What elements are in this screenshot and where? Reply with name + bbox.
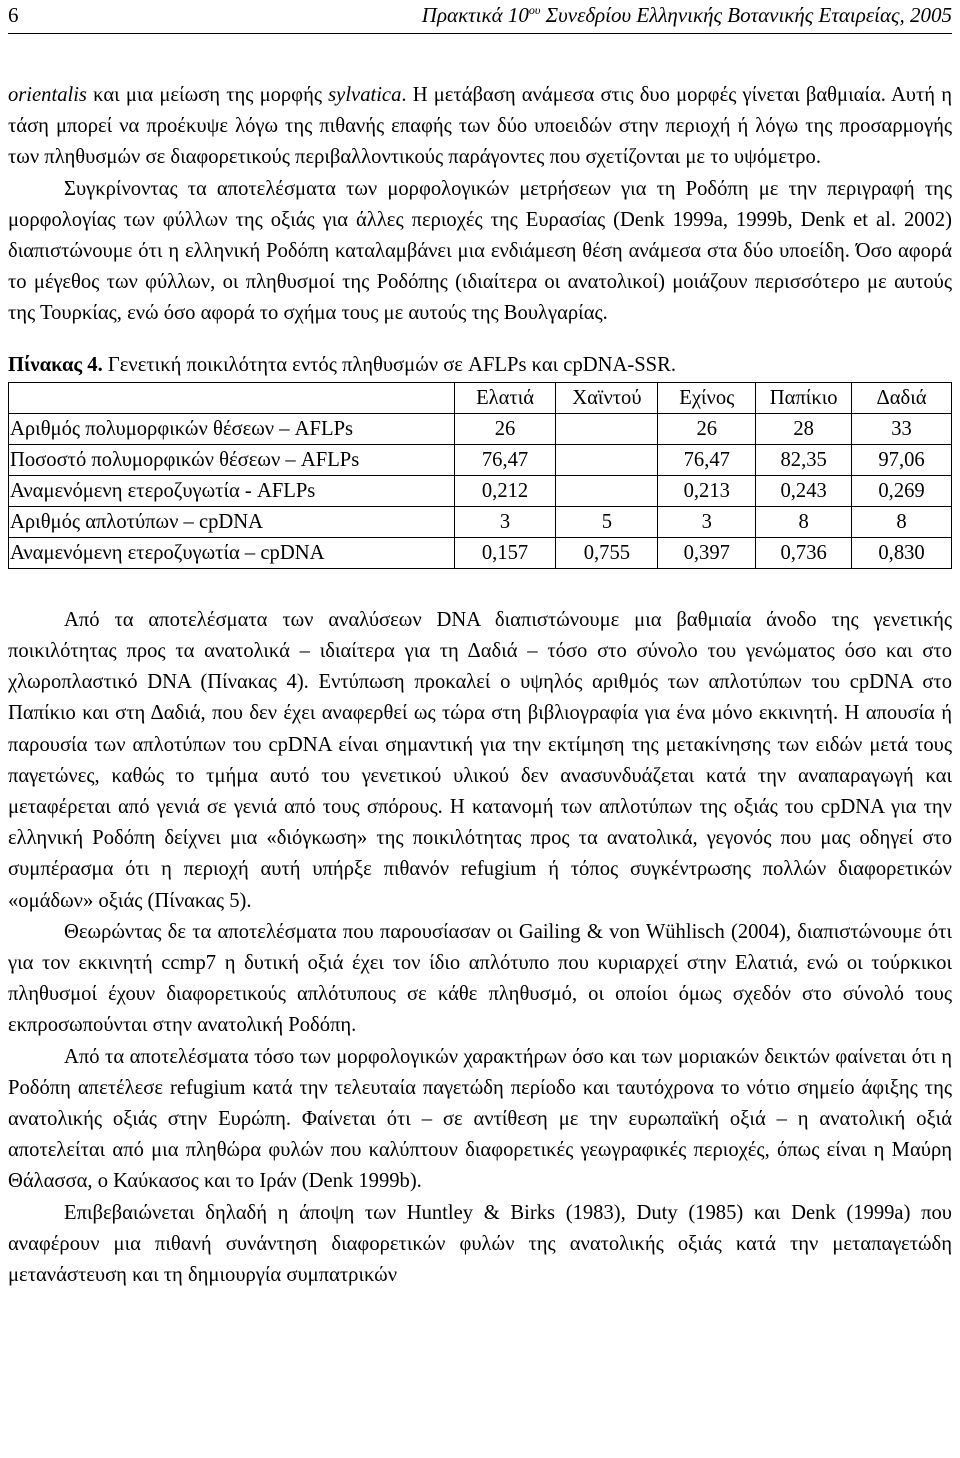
table-header-cell [9, 382, 455, 413]
table-caption [8, 350, 952, 381]
row-label: Ποσοστό πολυμορφικών θέσεων – AFLPs [9, 444, 455, 475]
table-cell: 0,736 [756, 537, 852, 568]
genetic-diversity-table [8, 382, 952, 569]
table-cell: 28 [756, 413, 852, 444]
row-label: Αριθμός πολυμορφικών θέσεων – AFLPs [9, 413, 455, 444]
table-cell: 76,47 [454, 444, 556, 475]
table-cell: 0,243 [756, 475, 852, 506]
ordinal-superscript: ου [528, 3, 541, 17]
table-cell: 0,397 [658, 537, 756, 568]
table-cell: 3 [658, 506, 756, 537]
table-caption-text: Γενετική ποικιλότητα εντός πληθυσμών σε AFLPs και cpDNA-SSR. [102, 353, 677, 376]
intro-paragraph: orientalis και μια μείωση της μορφής sylvatica. Η μετάβαση ανάμεσα στις δυο μορφές γίνεται βαθμιαία. Αυτή η τάση μπορεί να προέκυψε λόγω της πιθανής επαφής των δύο υποειδών στην περιοχή ή λόγω της προσαρμογής των πληθυσμών σε διαφορετικούς περιβαλλοντικούς παράγοντες που σχετίζονται με το υψόμετρο. [8, 84, 952, 169]
comparison-paragraph: Συγκρίνοντας τα αποτελέσματα των μορφολογικών μετρήσεων για τη Ροδόπη με την περιγραφή της μορφολογίας των φύλλων της οξιάς για άλλες περιοχές της Ευρασίας (Denk 1999a, 1999b, Denk et al. 2002) διαπιστώνουμε ότι η ελληνική Ροδόπη καταλαμβάνει μια ενδιάμεση θέση ανάμεσα στα δύο υποείδη. Όσο αφορά το μέγεθος των φύλλων, οι πληθυσμοί της Ροδόπης (ιδιαίτερα οι ανατολικοί) μοιάζουν περισσότερο με αυτούς της Τουρκίας, ενώ όσο αφορά το σχήμα τους με αυτούς της Βουλγαρίας. [8, 177, 952, 325]
table-cell: 82,35 [756, 444, 852, 475]
table-header-cell: Δαδιά [852, 382, 952, 413]
dna-results-paragraph: Από τα αποτελέσματα των αναλύσεων DNA διαπιστώνουμε μια βαθμιαία άνοδο της γενετικής ποικιλότητας προς τα ανατολικά – ιδιαίτερα για τη Δαδιά – τόσο στο σύνολο του γενώματος όσο και στο χλωροπλαστικό DNA (Πίνακας 4). Εντύπωση προκαλεί ο υψηλός αριθμός των απλοτύπων του cpDNA στο Παπίκιο και στη Δαδιά, που δεν έχει αναφερθεί ως τώρα στη βιβλιογραφία για ένα μόνο εκκινητή. Η απουσία ή παρουσία των απλοτύπων του cpDNA είναι σημαντική για την εκτίμηση της μετακίνησης των ειδών μετά τους παγετώνες, καθώς το τμήμα αυτό του γενετικού υλικού δεν ανασυνδυάζεται κατά την αναπαραγωγή και μεταφέρεται από γενιά σε γενιά από τους σπόρους. Η κατανομή των απλοτύπων της οξιάς του cpDNA για την ελληνική Ροδόπη δείχνει μια «διόγκωση» της ποικιλότητας προς τα ανατολικά, γεγονός που μας οδηγεί στο συμπέρασμα ότι η περιοχή αυτή υπήρξε πιθανόν refugium ή τόπος συγκέντρωσης πολλών διαφορετικών «ομάδων» οξιάς (Πίνακας 5). [8, 608, 952, 912]
row-label: Αναμενόμενη ετεροζυγωτία – cpDNA [9, 537, 455, 568]
table-cell: 5 [556, 506, 658, 537]
table-cell: 0,830 [852, 537, 952, 568]
page-number: 6 [8, 3, 19, 27]
table-row [9, 537, 952, 568]
table-row [9, 444, 952, 475]
table-cell: 0,212 [454, 475, 556, 506]
table-header-cell: Χαϊντού [556, 382, 658, 413]
page-header [8, 0, 952, 30]
table-row [9, 413, 952, 444]
page-body [8, 80, 952, 1291]
row-label: Αναμενόμενη ετεροζυγωτία - AFLPs [9, 475, 455, 506]
table-cell: 76,47 [658, 444, 756, 475]
table-cell: 26 [454, 413, 556, 444]
table-cell: 3 [454, 506, 556, 537]
table-row [9, 475, 952, 506]
table-cell: 97,06 [852, 444, 952, 475]
table-cell [556, 413, 658, 444]
gailing-paragraph: Θεωρώντας δε τα αποτελέσματα που παρουσίασαν οι Gailing & von Wühlisch (2004), διαπιστώνουμε ότι για τον εκκινητή ccmp7 η δυτική οξιά έχει τον ίδιο απλότυπο που κυριαρχεί στην Ελατιά, ενώ οι τούρκικοι πληθυσμοί έχουν διαφορετικούς απλότυπους σε κάθε πληθυσμό, οι οποίοι όμως σχεδόν στο σύνολό τους εκπροσωπούνται στην ανατολική Ροδόπη. [8, 920, 952, 1037]
table-row [9, 506, 952, 537]
table-cell: 8 [852, 506, 952, 537]
table-cell: 33 [852, 413, 952, 444]
table-header-row [9, 382, 952, 413]
header-rule [8, 33, 952, 34]
table-header-cell: Ελατιά [454, 382, 556, 413]
table-cell: 0,755 [556, 537, 658, 568]
table-cell: 0,213 [658, 475, 756, 506]
refugium-paragraph: Από τα αποτελέσματα τόσο των μορφολογικών χαρακτήρων όσο και των μοριακών δεικτών φαίνεται ότι η Ροδόπη απετέλεσε refugium κατά την τελευταία παγετώδη περίοδο και ταυτόχρονα το νότιο σημείο άφιξης της ανατολικής οξιάς στην Ευρώπη. Φαίνεται ότι – σε αντίθεση με την ευρωπαϊκή οξιά – η ανατολική οξιά αποτελείται από μια πληθώρα φυλών που καλύπτουν διαφορετικές γεωγραφικές περιοχές, όπως είναι η Μαύρη Θάλασσα, ο Καύκασος και το Ιράν (Denk 1999b). [8, 1045, 952, 1193]
table-cell: 0,157 [454, 537, 556, 568]
table-cell: 26 [658, 413, 756, 444]
table-header-cell: Παπίκιο [756, 382, 852, 413]
table-caption-label: Πίνακας 4. [8, 353, 103, 376]
table-cell [556, 444, 658, 475]
confirmation-paragraph: Επιβεβαιώνεται δηλαδή η άποψη των Huntley & Birks (1983), Duty (1985) και Denk (1999a) που αναφέρουν μια πιθανή συνάντηση διαφορετικών φυλών της ανατολικής οξιάς κατά την μεταπαγετώδη μετανάστευση και τη δημιουργία συμπατρικών [8, 1201, 952, 1287]
table-cell: 8 [756, 506, 852, 537]
table-cell: 0,269 [852, 475, 952, 506]
table-cell [556, 475, 658, 506]
row-label: Αριθμός απλοτύπων – cpDNA [9, 506, 455, 537]
running-title: Πρακτικά $10^{o\upsilon}$ Συνεδρίου Ελληνικής Βοτανικής Εταιρείας, 2005 [421, 3, 952, 27]
table-header-cell: Εχίνος [658, 382, 756, 413]
